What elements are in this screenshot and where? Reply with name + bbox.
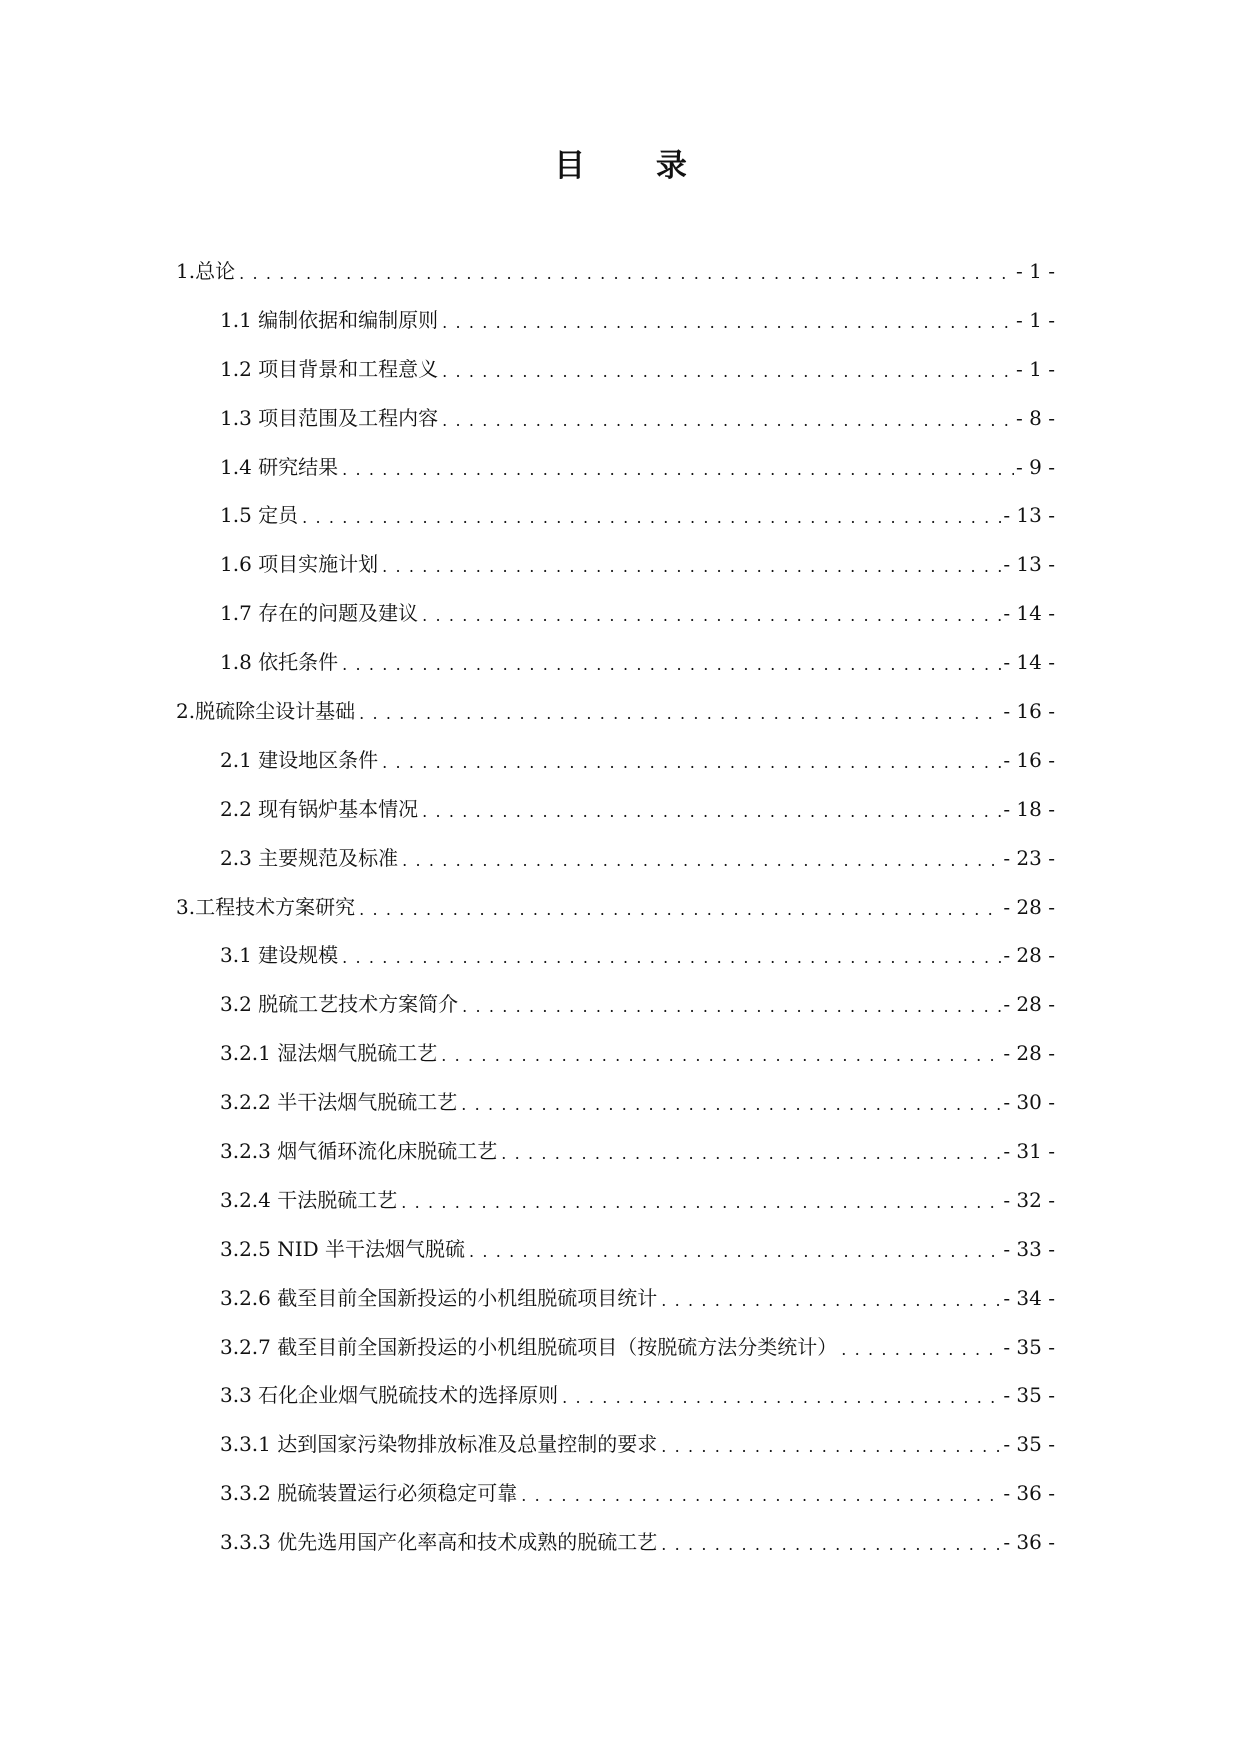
- toc-entry-line: [220, 403, 1014, 433]
- toc-section-entry[interactable]: [0, 647, 1241, 696]
- toc-dot-leader: [661, 1283, 1001, 1313]
- toc-page-number: - 1 -: [1016, 356, 1055, 381]
- toc-entry-line: [176, 256, 1014, 286]
- toc-entry-line: [220, 940, 1001, 970]
- toc-entry-text: 3.3 石化企业烟气脱硫技术的选择原则: [220, 1383, 559, 1408]
- toc-entry-text: 3.2.3 烟气循环流化床脱硫工艺: [220, 1139, 498, 1164]
- toc-page-number: - 23 -: [1003, 845, 1055, 870]
- toc-entry-line: [220, 598, 1001, 628]
- toc-entry-text: 1.8 依托条件: [220, 650, 339, 675]
- toc-section-entry[interactable]: [0, 1527, 1241, 1576]
- toc-entry-text: 1.5 定员: [220, 503, 299, 528]
- toc-entry-text: 3.2.1 湿法烟气脱硫工艺: [220, 1041, 438, 1066]
- toc-entry-line: [176, 696, 1001, 726]
- toc-dot-leader: [359, 696, 1001, 726]
- toc-entry-text: 3.2.2 半干法烟气脱硫工艺: [220, 1090, 458, 1115]
- toc-entry-line: [220, 1527, 1001, 1557]
- toc-section-entry[interactable]: [0, 452, 1241, 501]
- toc-page-number: - 35 -: [1003, 1383, 1055, 1408]
- toc-dot-leader: [302, 500, 1001, 530]
- toc-title: 目 录: [554, 148, 717, 184]
- toc-section-entry[interactable]: [0, 940, 1241, 989]
- toc-entry-line: [220, 1136, 1001, 1166]
- toc-page-number: - 1 -: [1016, 259, 1055, 283]
- toc-entry-line: [220, 1038, 1001, 1068]
- toc-dot-leader: [501, 1136, 1001, 1166]
- toc-dot-leader: [342, 940, 1001, 970]
- toc-page-number: - 33 -: [1003, 1236, 1055, 1261]
- toc-entry-text: 1.7 存在的问题及建议: [220, 601, 419, 626]
- toc-entry-line: [220, 549, 1001, 579]
- toc-entry-text: 2.1 建设地区条件: [220, 747, 379, 772]
- toc-page-number: - 8 -: [1016, 405, 1055, 430]
- toc-entry-text: 1.6 项目实施计划: [220, 552, 379, 577]
- toc-section-entry[interactable]: [0, 1332, 1241, 1381]
- toc-entry-line: [220, 305, 1014, 335]
- toc-page-number: - 16 -: [1003, 699, 1055, 724]
- toc-entry-text: 1.总论: [176, 259, 236, 283]
- toc-page-number: - 9 -: [1016, 454, 1055, 479]
- toc-dot-leader: [661, 1527, 1001, 1557]
- toc-entry-line: [220, 1283, 1001, 1313]
- toc-page-number: - 35 -: [1003, 1334, 1055, 1359]
- toc-section-entry[interactable]: [0, 403, 1241, 452]
- toc-dot-leader: [461, 1087, 1001, 1117]
- toc-dot-leader: [402, 843, 1001, 873]
- toc-entry-line: [220, 647, 1001, 677]
- toc-page-number: - 36 -: [1003, 1481, 1055, 1506]
- toc-dot-leader: [469, 1234, 1001, 1264]
- toc-dot-leader: [239, 256, 1014, 286]
- toc-page-number: - 16 -: [1003, 747, 1055, 772]
- toc-dot-leader: [441, 1038, 1001, 1068]
- toc-section-entry[interactable]: [0, 1087, 1241, 1136]
- toc-page-number: - 13 -: [1003, 503, 1055, 528]
- toc-section-entry[interactable]: [0, 549, 1241, 598]
- toc-dot-leader: [422, 794, 1001, 824]
- toc-entry-line: [220, 1332, 1001, 1362]
- toc-section-entry[interactable]: [0, 500, 1241, 549]
- toc-dot-leader: [342, 647, 1001, 677]
- toc-entry-text: 3.2.6 截至目前全国新投运的小机组脱硫项目统计: [220, 1285, 658, 1310]
- toc-entry-text: 3.3.2 脱硫装置运行必须稳定可靠: [220, 1481, 518, 1506]
- toc-chapter-entry[interactable]: [0, 256, 1241, 305]
- toc-chapter-entry[interactable]: [0, 892, 1241, 941]
- toc-entry-line: [220, 1087, 1001, 1117]
- toc-dot-leader: [462, 989, 1001, 1019]
- toc-page-number: - 28 -: [1003, 1041, 1055, 1066]
- toc-entry-line: [220, 1185, 1001, 1215]
- toc-page-number: - 35 -: [1003, 1432, 1055, 1457]
- toc-entry-line: [220, 500, 1001, 530]
- toc-section-entry[interactable]: [0, 989, 1241, 1038]
- toc-page-number: - 31 -: [1003, 1139, 1055, 1164]
- toc-section-entry[interactable]: [0, 1234, 1241, 1283]
- toc-section-entry[interactable]: [0, 305, 1241, 354]
- toc-entry-text: 1.3 项目范围及工程内容: [220, 405, 439, 430]
- toc-section-entry[interactable]: [0, 598, 1241, 647]
- toc-dot-leader: [342, 452, 1014, 482]
- toc-page-number: - 18 -: [1003, 796, 1055, 821]
- toc-entry-text: 3.3.3 优先选用国产化率高和技术成熟的脱硫工艺: [220, 1530, 658, 1555]
- toc-entry-line: [176, 892, 1001, 922]
- toc-section-entry[interactable]: [0, 1283, 1241, 1332]
- toc-entry-line: [220, 1478, 1001, 1508]
- toc-section-entry[interactable]: [0, 1429, 1241, 1478]
- toc-entry-text: 3.2.5 NID 半干法烟气脱硫: [220, 1236, 466, 1261]
- toc-entry-text: 3.2 脱硫工艺技术方案简介: [220, 992, 459, 1017]
- toc-entry-line: [220, 1429, 1001, 1459]
- toc-page-number: - 36 -: [1003, 1530, 1055, 1555]
- toc-section-entry[interactable]: [0, 354, 1241, 403]
- toc-section-entry[interactable]: [0, 843, 1241, 892]
- toc-entry-line: [220, 452, 1014, 482]
- toc-entry-text: 3.工程技术方案研究: [176, 894, 356, 919]
- toc-section-entry[interactable]: [0, 745, 1241, 794]
- toc-section-entry[interactable]: [0, 1380, 1241, 1429]
- toc-entry-line: [220, 989, 1001, 1019]
- toc-entry-line: [220, 843, 1001, 873]
- toc-entry-text: 1.2 项目背景和工程意义: [220, 356, 439, 381]
- toc-section-entry[interactable]: [0, 1478, 1241, 1527]
- toc-page-number: - 28 -: [1003, 992, 1055, 1017]
- toc-entry-text: 3.3.1 达到国家污染物排放标准及总量控制的要求: [220, 1432, 658, 1457]
- toc-dot-leader: [521, 1478, 1001, 1508]
- toc-entry-text: 2.2 现有锅炉基本情况: [220, 796, 419, 821]
- toc-entry-text: 3.2.4 干法脱硫工艺: [220, 1187, 398, 1212]
- toc-entry-line: [220, 794, 1001, 824]
- toc-dot-leader: [422, 598, 1001, 628]
- toc-section-entry[interactable]: [0, 1185, 1241, 1234]
- toc-entry-text: 2.3 主要规范及标准: [220, 845, 399, 870]
- toc-dot-leader: [442, 354, 1014, 384]
- toc-section-entry[interactable]: [0, 1136, 1241, 1185]
- toc-page-number: - 28 -: [1003, 894, 1055, 919]
- toc-page-number: - 34 -: [1003, 1285, 1055, 1310]
- toc-dot-leader: [442, 305, 1014, 335]
- toc-page-number: - 1 -: [1016, 307, 1055, 332]
- toc-page-number: - 13 -: [1003, 552, 1055, 577]
- toc-dot-leader: [661, 1429, 1001, 1459]
- toc-dot-leader: [401, 1185, 1001, 1215]
- toc-section-entry[interactable]: [0, 1038, 1241, 1087]
- toc-page-number: - 14 -: [1003, 601, 1055, 626]
- toc-page-number: - 14 -: [1003, 650, 1055, 675]
- toc-page-number: - 32 -: [1003, 1187, 1055, 1212]
- toc-entry-text: 3.2.7 截至目前全国新投运的小机组脱硫项目（按脱硫方法分类统计）: [220, 1334, 838, 1359]
- toc-list: [0, 256, 1241, 1576]
- toc-entry-line: [220, 1234, 1001, 1264]
- toc-entry-text: 3.1 建设规模: [220, 943, 339, 968]
- toc-dot-leader: [382, 745, 1001, 775]
- toc-entry-text: 1.1 编制依据和编制原则: [220, 307, 439, 332]
- toc-entry-line: [220, 354, 1014, 384]
- toc-entry-text: 2.脱硫除尘设计基础: [176, 699, 356, 724]
- toc-page-number: - 28 -: [1003, 943, 1055, 968]
- toc-entry-text: 1.4 研究结果: [220, 454, 339, 479]
- toc-chapter-entry[interactable]: [0, 696, 1241, 745]
- toc-entry-line: [220, 745, 1001, 775]
- toc-section-entry[interactable]: [0, 794, 1241, 843]
- toc-dot-leader: [442, 403, 1014, 433]
- toc-dot-leader: [382, 549, 1001, 579]
- toc-entry-line: [220, 1380, 1001, 1410]
- toc-dot-leader: [359, 892, 1001, 922]
- toc-dot-leader: [562, 1380, 1001, 1410]
- toc-page-number: - 30 -: [1003, 1090, 1055, 1115]
